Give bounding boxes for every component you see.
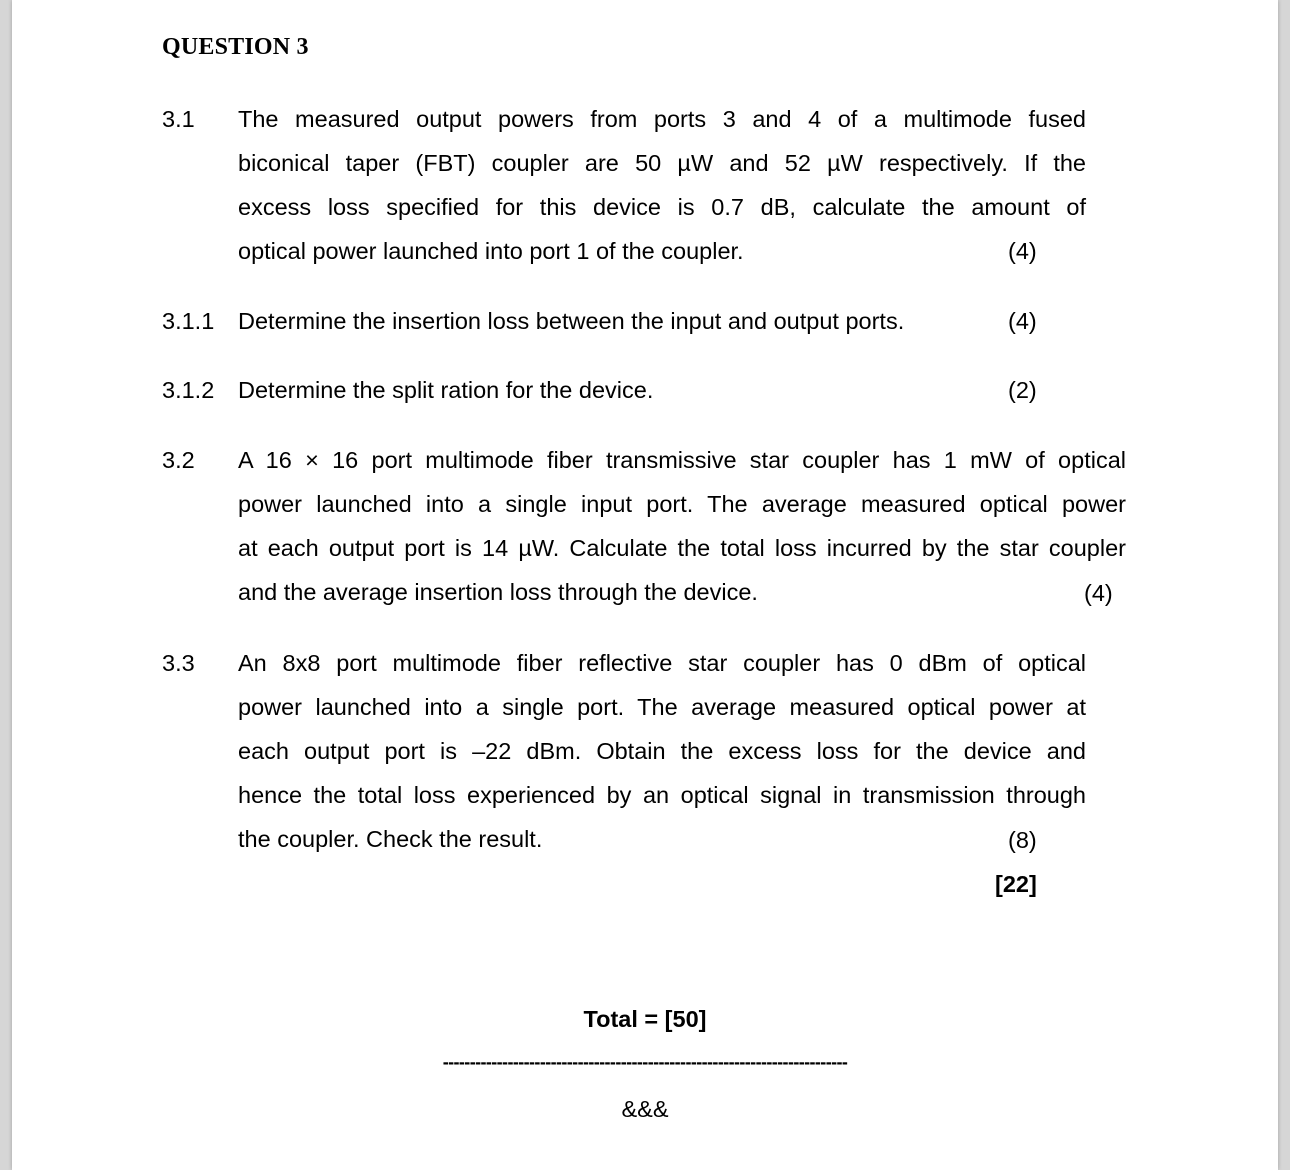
separator-line: ---------------------------------------------------------------------------: [442, 1052, 848, 1072]
text-line: excess loss specified for this device is 0.7 dB, calculate the amount of: [238, 194, 1086, 220]
section-total: [22]: [995, 871, 1037, 897]
marks-label: (4): [1008, 308, 1037, 334]
text-line: power launched into a single input port. The average measured optical power: [238, 491, 1126, 517]
text-line: Determine the insertion loss between the input and output ports.: [238, 308, 905, 334]
question-text: [238, 97, 1086, 273]
marks-label: (8): [1008, 827, 1037, 853]
question-text: [238, 438, 1126, 614]
text-line: the coupler. Check the result.: [238, 826, 543, 852]
text-line: An 8x8 port multimode fiber reflective star coupler has 0 dBm of optical: [238, 650, 1086, 676]
text-line: power launched into a single port. The average measured optical power at: [238, 694, 1086, 720]
document-page: [12, 0, 1278, 1170]
grand-total: Total = [50]: [583, 1006, 707, 1032]
text-line: hence the total loss experienced by an optical signal in transmission through: [238, 782, 1086, 808]
question-heading: QUESTION 3: [162, 34, 309, 60]
question-number: 3.1: [162, 106, 195, 132]
text-line: Determine the split ration for the device.: [238, 377, 654, 403]
question-text: [238, 368, 653, 412]
question-number: 3.1.1: [162, 308, 215, 334]
end-mark: &&&: [621, 1096, 669, 1122]
marks-label: (2): [1008, 377, 1037, 403]
text-line: A 16 × 16 port multimode fiber transmissive star coupler has 1 mW of optical: [238, 447, 1126, 473]
text-line: optical power launched into port 1 of the coupler.: [238, 238, 744, 264]
text-line: each output port is –22 dBm. Obtain the excess loss for the device and: [238, 738, 1086, 764]
marks-label: (4): [1084, 580, 1113, 606]
question-number: 3.3: [162, 650, 195, 676]
marks-label: (4): [1008, 238, 1037, 264]
question-text: [238, 299, 904, 343]
text-line: at each output port is 14 µW. Calculate the total loss incurred by the star coupler: [238, 535, 1126, 561]
question-number: 3.1.2: [162, 377, 215, 403]
question-text: [238, 641, 1086, 861]
text-line: biconical taper (FBT) coupler are 50 µW and 52 µW respectively. If the: [238, 150, 1086, 176]
question-number: 3.2: [162, 447, 195, 473]
text-line: The measured output powers from ports 3 and 4 of a multimode fused: [238, 106, 1086, 132]
text-line: and the average insertion loss through the device.: [238, 579, 758, 605]
